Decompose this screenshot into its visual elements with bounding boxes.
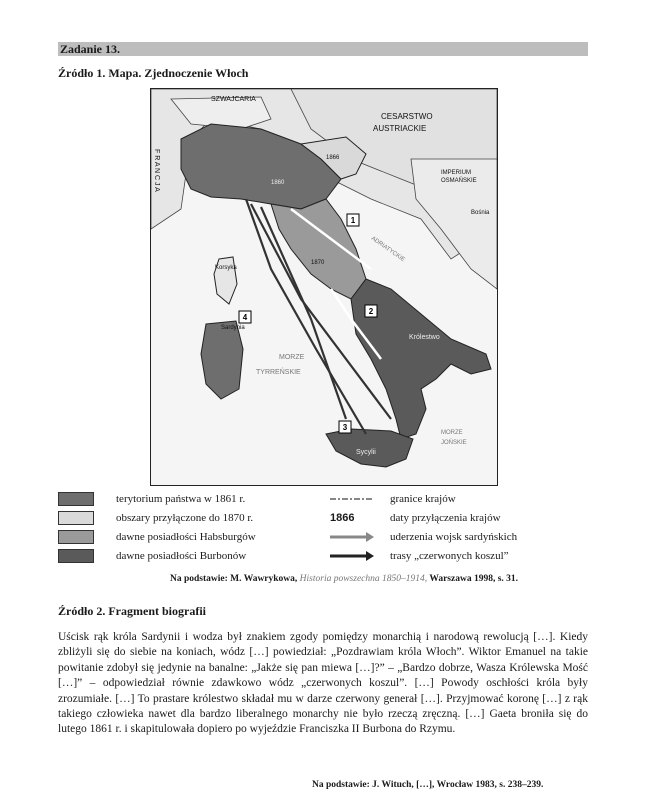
attack-arrow-symbol <box>330 530 374 544</box>
source2-title: Źródło 2. Fragment biografii <box>58 604 206 618</box>
svg-text:1: 1 <box>350 216 356 225</box>
label-sicily: Sycylii <box>356 449 376 456</box>
label-year-1866: 1866 <box>326 155 340 161</box>
label-adriatic: ADRIATYCKIE <box>369 235 406 264</box>
marker-4 <box>239 311 251 323</box>
south-italy <box>351 279 491 439</box>
legend-text: uderzenia wojsk sardyńskich <box>390 531 518 543</box>
border-line-symbol <box>330 492 374 506</box>
label-year-1870: 1870 <box>311 260 325 266</box>
svg-text:3: 3 <box>342 423 348 432</box>
label-tyrrhenian-2: TYRREŃSKIE <box>256 369 301 376</box>
label-austria-1: CESARSTWO <box>381 112 433 121</box>
swatch-territory-1861 <box>58 492 94 506</box>
legend-text: dawne posiadłości Burbonów <box>116 550 247 562</box>
legend-text: dawne posiadłości Habsburgów <box>116 531 256 543</box>
label-ionian-2: JOŃSKIE <box>441 440 467 446</box>
label-sardinia: Sardynia <box>221 325 245 331</box>
label-corsica: Korsyka <box>215 265 237 271</box>
sardinia-island <box>201 321 243 399</box>
redshirt-route-symbol <box>330 549 374 563</box>
label-ottoman-1: IMPERIUM <box>441 170 471 176</box>
legend-text: trasy „czerwonych koszul” <box>390 550 509 562</box>
label-ottoman-2: OSMAŃSKIE <box>441 178 477 184</box>
source1-title: Źródło 1. Mapa. Zjednoczenie Włoch <box>58 66 249 80</box>
swatch-annexed-1870 <box>58 511 94 525</box>
swatch-bourbon <box>58 549 94 563</box>
label-year-1860: 1860 <box>271 180 285 186</box>
label-switzerland: SZWAJCARIA <box>211 96 256 103</box>
marker-2 <box>365 305 377 317</box>
citation-prefix: Na podstawie: M. Wawrykowa, <box>170 574 298 584</box>
task-header: Zadanie 13. <box>58 42 588 56</box>
sicily-island <box>326 429 413 467</box>
svg-text:4: 4 <box>242 313 248 322</box>
marker-1 <box>347 214 359 226</box>
label-austria-2: AUSTRIACKIE <box>373 124 427 133</box>
map-legend <box>58 492 598 562</box>
label-ionian: MORZE <box>441 430 463 436</box>
legend-text: terytorium państwa w 1861 r. <box>116 493 246 505</box>
citation-suffix: Warszawa 1998, s. 31. <box>429 574 519 584</box>
unification-map <box>150 88 498 486</box>
legend-text: daty przyłączenia krajów <box>390 512 501 524</box>
label-kingdom: Królestwo <box>409 334 440 341</box>
source2-citation: Na podstawie: J. Wituch, […], Wrocław 1983, s. 238–239. <box>312 780 544 790</box>
swatch-habsburg <box>58 530 94 544</box>
marker-3 <box>339 421 351 433</box>
source1-citation <box>170 574 518 584</box>
legend-text: granice krajów <box>390 493 456 505</box>
date-symbol: 1866 <box>330 512 355 524</box>
label-tyrrhenian-1: MORZE <box>279 354 305 361</box>
citation-title: Historia powszechna 1850–1914, <box>299 574 428 584</box>
biography-text: Uścisk rąk króla Sardynii i wodza był znakiem zgody pomiędzy monarchią i narodową rewolucją […]. Kiedy zbliżyli się do siebie na koniach, wódz […] powiedział: „Pozdrawiam króla Włoch”. Wiktor Emanuel na takie powitanie zdobył się jedynie na banalne: „Jakże się pan miewa […]?” – „Bardzo dobrze, Wasza Królewska Mość […]” – odpowiedział równie zdawkowo wódz „czerwonych koszul”. […] Powody oschłości króla były zrozumiałe. […] To prastare królestwo składał mu w darze czerwony generał […]. Przyjmować koronę […] z rąk takiego człowieka nawet dla bardzo liberalnego monarchy nie było rzeczą zręczną. […] Gaeta broniła się do lutego 1861 r. i skapitulowała dopiero po wyjeździe Franciszka II Burbona do Rzymu. <box>58 631 588 736</box>
label-bosnia: Bośnia <box>471 210 490 216</box>
svg-text:2: 2 <box>368 307 374 316</box>
label-france: F R A N C J A <box>153 149 160 192</box>
legend-text: obszary przyłączone do 1870 r. <box>116 512 254 524</box>
